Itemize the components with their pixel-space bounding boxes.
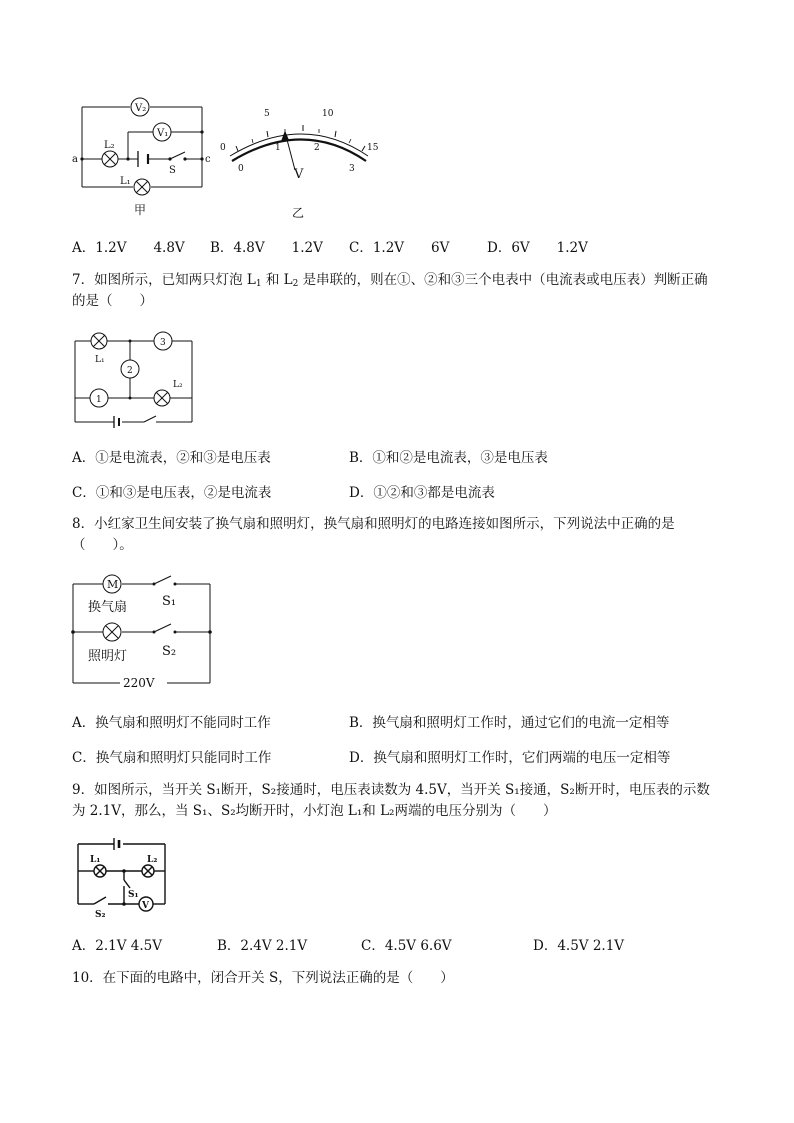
s2-label: S₂ [162,644,177,659]
motor-label: M [107,578,119,591]
q9-circuit [70,834,180,920]
q6-option-c[interactable]: C．1.2V 6V [349,240,450,256]
meter-1-label: 1 [96,395,102,405]
fig-yi-caption: 乙 [292,206,305,220]
l2-label: L₂ [104,140,115,151]
dial-top-tick-0: 0 [220,143,226,153]
fig-jia-caption: 甲 [134,203,147,217]
s1-label: S₁ [162,594,177,609]
q9-option-d[interactable]: D．4.5V 2.1V [533,938,625,954]
l2-label: L₂ [173,380,183,390]
voltmeter-label: V [142,901,149,911]
dial-top-tick-10: 10 [322,109,334,119]
meter-3-label: 3 [160,338,166,348]
node-a-label: a [72,154,78,165]
q7-stem-line2: 的是（ ） [72,293,153,309]
fan-label: 换气扇 [88,600,128,615]
node-c-label: c [205,154,211,165]
q8-option-a[interactable]: A．换气扇和照明灯不能同时工作 [72,715,271,731]
q7-option-a[interactable]: A．①是电流表，②和③是电压表 [72,450,271,466]
q7-stem-line1: 7．如图所示，已知两只灯泡 $L_1$ 和 $L_2$ 是串联的，则在①、②和③三个电表中（电流表或电压表）判断正确 [72,272,708,289]
s1-label: S₁ [128,890,139,900]
switch-label: S [169,165,176,176]
l2-label: L₂ [147,855,158,865]
q6-option-b[interactable]: B．4.8V 1.2V [210,240,323,256]
meter-2-label: 2 [127,366,133,376]
q6-option-d[interactable]: D．6V 1.2V [487,240,588,256]
q7-circuit [70,326,200,431]
q7-option-d[interactable]: D．①②和③都是电流表 [349,485,495,501]
dial-bottom-tick-2: 2 [314,143,320,153]
dial-bottom-tick-3: 3 [349,164,355,174]
q7-option-c[interactable]: C．①和③是电压表，②是电流表 [72,485,272,501]
q8-option-c[interactable]: C．换气扇和照明灯只能同时工作 [72,750,272,766]
q9-option-c[interactable]: C．4.5V 6.6V [361,938,452,954]
q6-circuit-jia [70,92,220,222]
q10-stem: 10．在下面的电路中，闭合开关 S，下列说法正确的是（ ） [72,970,454,986]
q8-stem-line2: （ ）。 [72,537,133,553]
q9-option-b[interactable]: B．2.4V 2.1V [217,938,308,954]
dial-bottom-tick-1: 1 [275,143,281,153]
lamp-label: 照明灯 [88,649,128,664]
q8-option-b[interactable]: B．换气扇和照明灯工作时，通过它们的电流一定相等 [349,715,670,731]
supply-label: 220V [123,676,155,690]
q8-stem-line1: 8．小红家卫生间安装了换气扇和照明灯，换气扇和照明灯的电路连接如图所示，下列说法中正确的是 [72,516,675,532]
dial-unit-label: V [294,167,304,182]
v2-label: V₂ [135,103,147,114]
q7-option-b[interactable]: B．①和②是电流表，③是电压表 [349,450,548,466]
q6-voltmeter-dial [218,104,388,224]
v1-label: V₁ [157,128,169,139]
q8-option-d[interactable]: D．换气扇和照明灯工作时，它们两端的电压一定相等 [349,750,671,766]
l1-label: L₁ [120,176,131,187]
s2-label: S₂ [95,910,106,920]
q9-stem-line2: 为 2.1V，那么，当 S₁、S₂均断开时，小灯泡 L₁和 L₂两端的电压分别为（ ） [72,803,557,819]
dial-top-tick-5: 5 [264,109,270,119]
q9-stem-line1: 9．如图所示，当开关 S₁断开，S₂接通时，电压表读数为 4.5V，当开关 S₁接通，S₂断开时，电压表的示数 [72,782,710,798]
q8-circuit [70,571,215,693]
q9-option-a[interactable]: A．2.1V 4.5V [72,938,162,954]
dial-top-tick-15: 15 [367,143,379,153]
dial-bottom-tick-0: 0 [238,164,244,174]
l1-label: L₁ [90,855,101,865]
l1-label: L₁ [95,355,105,365]
q6-option-a[interactable]: A．1.2V 4.8V [72,240,185,256]
